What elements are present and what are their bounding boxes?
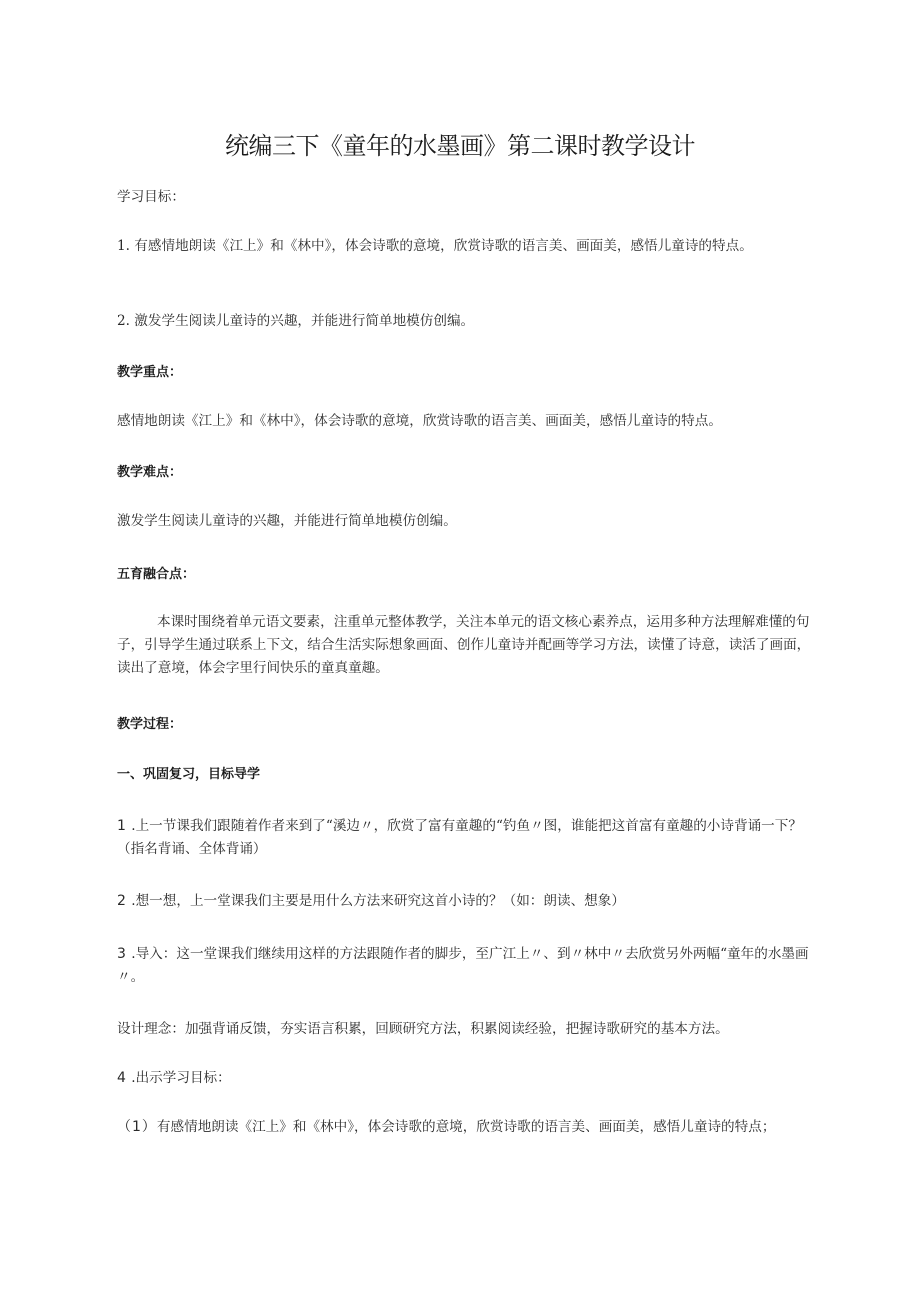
difficulty-heading: 教学难点： <box>117 465 183 480</box>
step-1-text: .上一节课我们跟随着作者来到了“溪边〃，欣赏了富有童趣的“钓鱼〃图，谁能把这首富有童趣的小诗背诵一下？（指名背诵、全体背诵） <box>117 818 802 857</box>
step-1-number: 1 <box>117 818 127 834</box>
document-title: 统编三下《童年的水墨画》第二课时教学设计 <box>225 132 695 160</box>
step-3 <box>117 943 817 989</box>
key-points-heading: 教学重点： <box>117 365 183 380</box>
objective-1: 1. 有感情地朗读《江上》和《林中》，体会诗歌的意境，欣赏诗歌的语言美、画面美，感悟儿童诗的特点。 <box>117 238 753 254</box>
step-2-number: 2 <box>117 893 127 909</box>
step-3-text: .导入：这一堂课我们继续用这样的方法跟随作者的脚步，至广江上〃、到〃林中〃去欣赏另外两幅“童年的水墨画〃。 <box>117 946 809 985</box>
step-4-number: 4 <box>117 1070 127 1086</box>
sub-objective-1 <box>117 1116 817 1139</box>
difficulty-text: 激发学生阅读儿童诗的兴趣，并能进行简单地模仿创编。 <box>117 513 457 529</box>
objectives-heading: 学习目标： <box>117 189 185 205</box>
sub-objective-1-number: （1） <box>117 1119 157 1135</box>
objective-2: 2. 激发学生阅读儿童诗的兴趣，并能进行简单地模仿创编。 <box>117 313 475 329</box>
step-4-text: .出示学习目标： <box>131 1070 231 1086</box>
step-1 <box>117 815 817 861</box>
five-edu-text: 本课时围绕着单元语文要素，注重单元整体教学，关注本单元的语文核心素养点，运用多种方法理解难懂的句子，引导学生通过联系上下文，结合生活实际想象画面、创作儿童诗并配画等学习方法，读懂了诗意，读活了画面，读出了意境，体会字里行间快乐的童真童趣。 <box>117 614 811 676</box>
step-2 <box>117 890 817 913</box>
section-1-heading: 一、巩固复习，目标导学 <box>117 767 261 782</box>
step-4 <box>117 1067 817 1090</box>
sub-objective-1-text: 有感情地朗读《江上》和《林中》，体会诗歌的意境，欣赏诗歌的语言美、画面美，感悟儿童诗的特点； <box>156 1119 776 1135</box>
process-heading: 教学过程： <box>117 717 183 732</box>
step-3-number: 3 <box>117 946 127 962</box>
key-points-text: 感情地朗读《江上》和《林中》，体会诗歌的意境，欣赏诗歌的语言美、画面美，感悟儿童诗的特点。 <box>117 413 722 429</box>
design-note: 设计理念：加强背诵反馈，夯实语言积累，回顾研究方法，积累阅读经验，把握诗歌研究的基本方法。 <box>117 1021 729 1037</box>
five-edu-heading: 五育融合点： <box>117 567 196 582</box>
step-2-text: .想一想，上一堂课我们主要是用什么方法来研究这首小诗的？（如：朗读、想象） <box>131 893 625 909</box>
